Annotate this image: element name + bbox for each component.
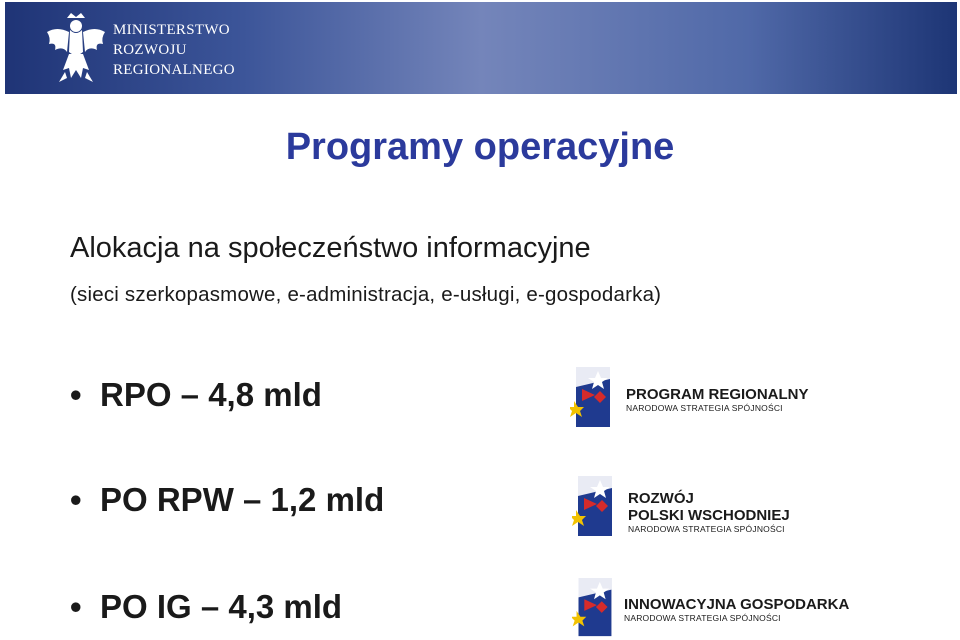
- logo-title-line-2: POLSKI WSCHODNIEJ: [628, 507, 790, 524]
- program-text: PO RPW – 1,2 mld: [100, 481, 385, 518]
- white-eagle-emblem-icon: [45, 12, 107, 86]
- logo-program-regionalny: [626, 386, 809, 413]
- bullet: •: [70, 481, 82, 518]
- logo-title: PROGRAM REGIONALNY: [626, 386, 809, 403]
- logo-title: INNOWACYJNA GOSPODARKA: [624, 596, 850, 613]
- logo-rozwoj-polski-wschodniej: [628, 490, 790, 534]
- bullet: •: [70, 376, 82, 413]
- ministry-line-2: ROZWOJU: [113, 42, 187, 58]
- program-text: RPO – 4,8 mld: [100, 376, 322, 413]
- bullet: •: [70, 588, 82, 625]
- header-banner: [5, 2, 957, 94]
- slide-title: Programy operacyjne: [285, 126, 675, 168]
- program-item-poig: [70, 588, 342, 626]
- logo-subtitle: NARODOWA STRATEGIA SPÓJNOŚCI: [626, 403, 783, 413]
- program-item-rpo: [70, 376, 322, 414]
- logo-innowacyjna-gospodarka: [624, 596, 849, 623]
- ministry-line-3: REGIONALNEGO: [113, 62, 235, 78]
- allocation-heading: Alokacja na społeczeństwo informacyjne: [70, 232, 591, 264]
- program-text: PO IG – 4,3 mld: [100, 588, 343, 625]
- program-item-porpw: [70, 481, 384, 519]
- eu-flag-logo-icon: [570, 365, 614, 429]
- logo-subtitle: NARODOWA STRATEGIA SPÓJNOŚCI: [624, 613, 781, 623]
- ministry-line-1: MINISTERSTWO: [113, 22, 230, 38]
- logo-title: ROZWÓJ: [628, 490, 694, 507]
- eu-flag-logo-icon: [572, 474, 616, 538]
- ministry-name: [113, 20, 235, 80]
- logo-subtitle: NARODOWA STRATEGIA SPÓJNOŚCI: [628, 524, 785, 534]
- eu-flag-logo-icon: [572, 576, 616, 638]
- allocation-subheading: (sieci szerkopasmowe, e-administracja, e-usługi, e-gospodarka): [70, 283, 662, 306]
